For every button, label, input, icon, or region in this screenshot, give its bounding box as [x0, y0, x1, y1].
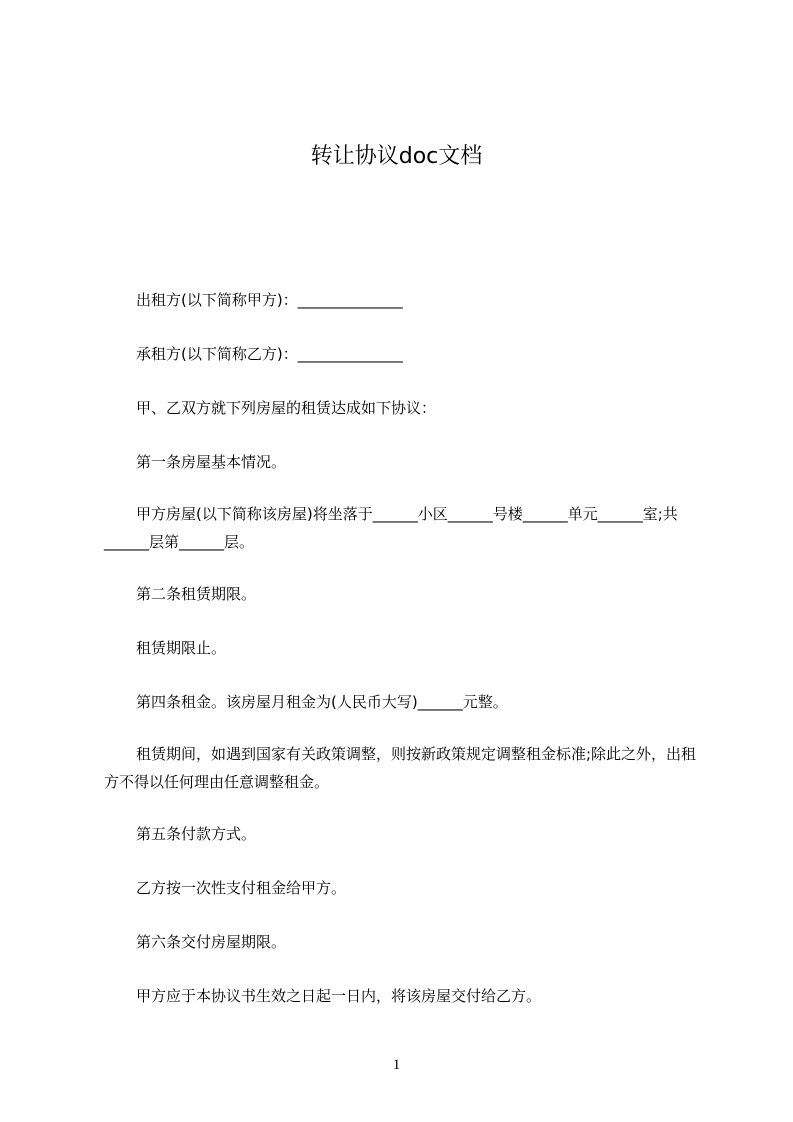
paragraph-agreement-intro: 甲、乙双方就下列房屋的租赁达成如下协议：: [136, 399, 437, 417]
paragraph-article-2-body: 租赁期限止。: [136, 639, 227, 657]
paragraph-article-1-heading: 第一条房屋基本情况。: [136, 453, 287, 471]
paragraph-article-5-heading: 第五条付款方式。: [136, 825, 257, 843]
paragraph-lessor: 出租方(以下简称甲方)：______________: [136, 291, 403, 309]
paragraph-article-5-body: 乙方按一次性支付租金给甲方。: [136, 879, 347, 897]
paragraph-article-6-body: 甲方应于本协议书生效之日起一日内，将该房屋交付给乙方。: [136, 987, 542, 1005]
paragraph-article-4: 第四条租金。该房屋月租金为(人民币大写)______元整。: [136, 693, 508, 711]
page-number: 1: [392, 1057, 401, 1073]
paragraph-article-6-heading: 第六条交付房屋期限。: [136, 933, 287, 951]
paragraph-lessee: 承租方(以下简称乙方)：______________: [136, 345, 403, 363]
paragraph-article-1-body: 甲方房屋(以下简称该房屋)将坐落于______小区______号楼______单元______室;共______层第______层。: [104, 505, 678, 551]
document-title: 转让协议doc文档: [310, 144, 483, 169]
paragraph-rent-adjustment: 租赁期间，如遇到国家有关政策调整，则按新政策规定调整租金标准;除此之外，出租方不得以任何理由任意调整租金。: [104, 745, 697, 791]
paragraph-article-2-heading: 第二条租赁期限。: [136, 585, 257, 603]
